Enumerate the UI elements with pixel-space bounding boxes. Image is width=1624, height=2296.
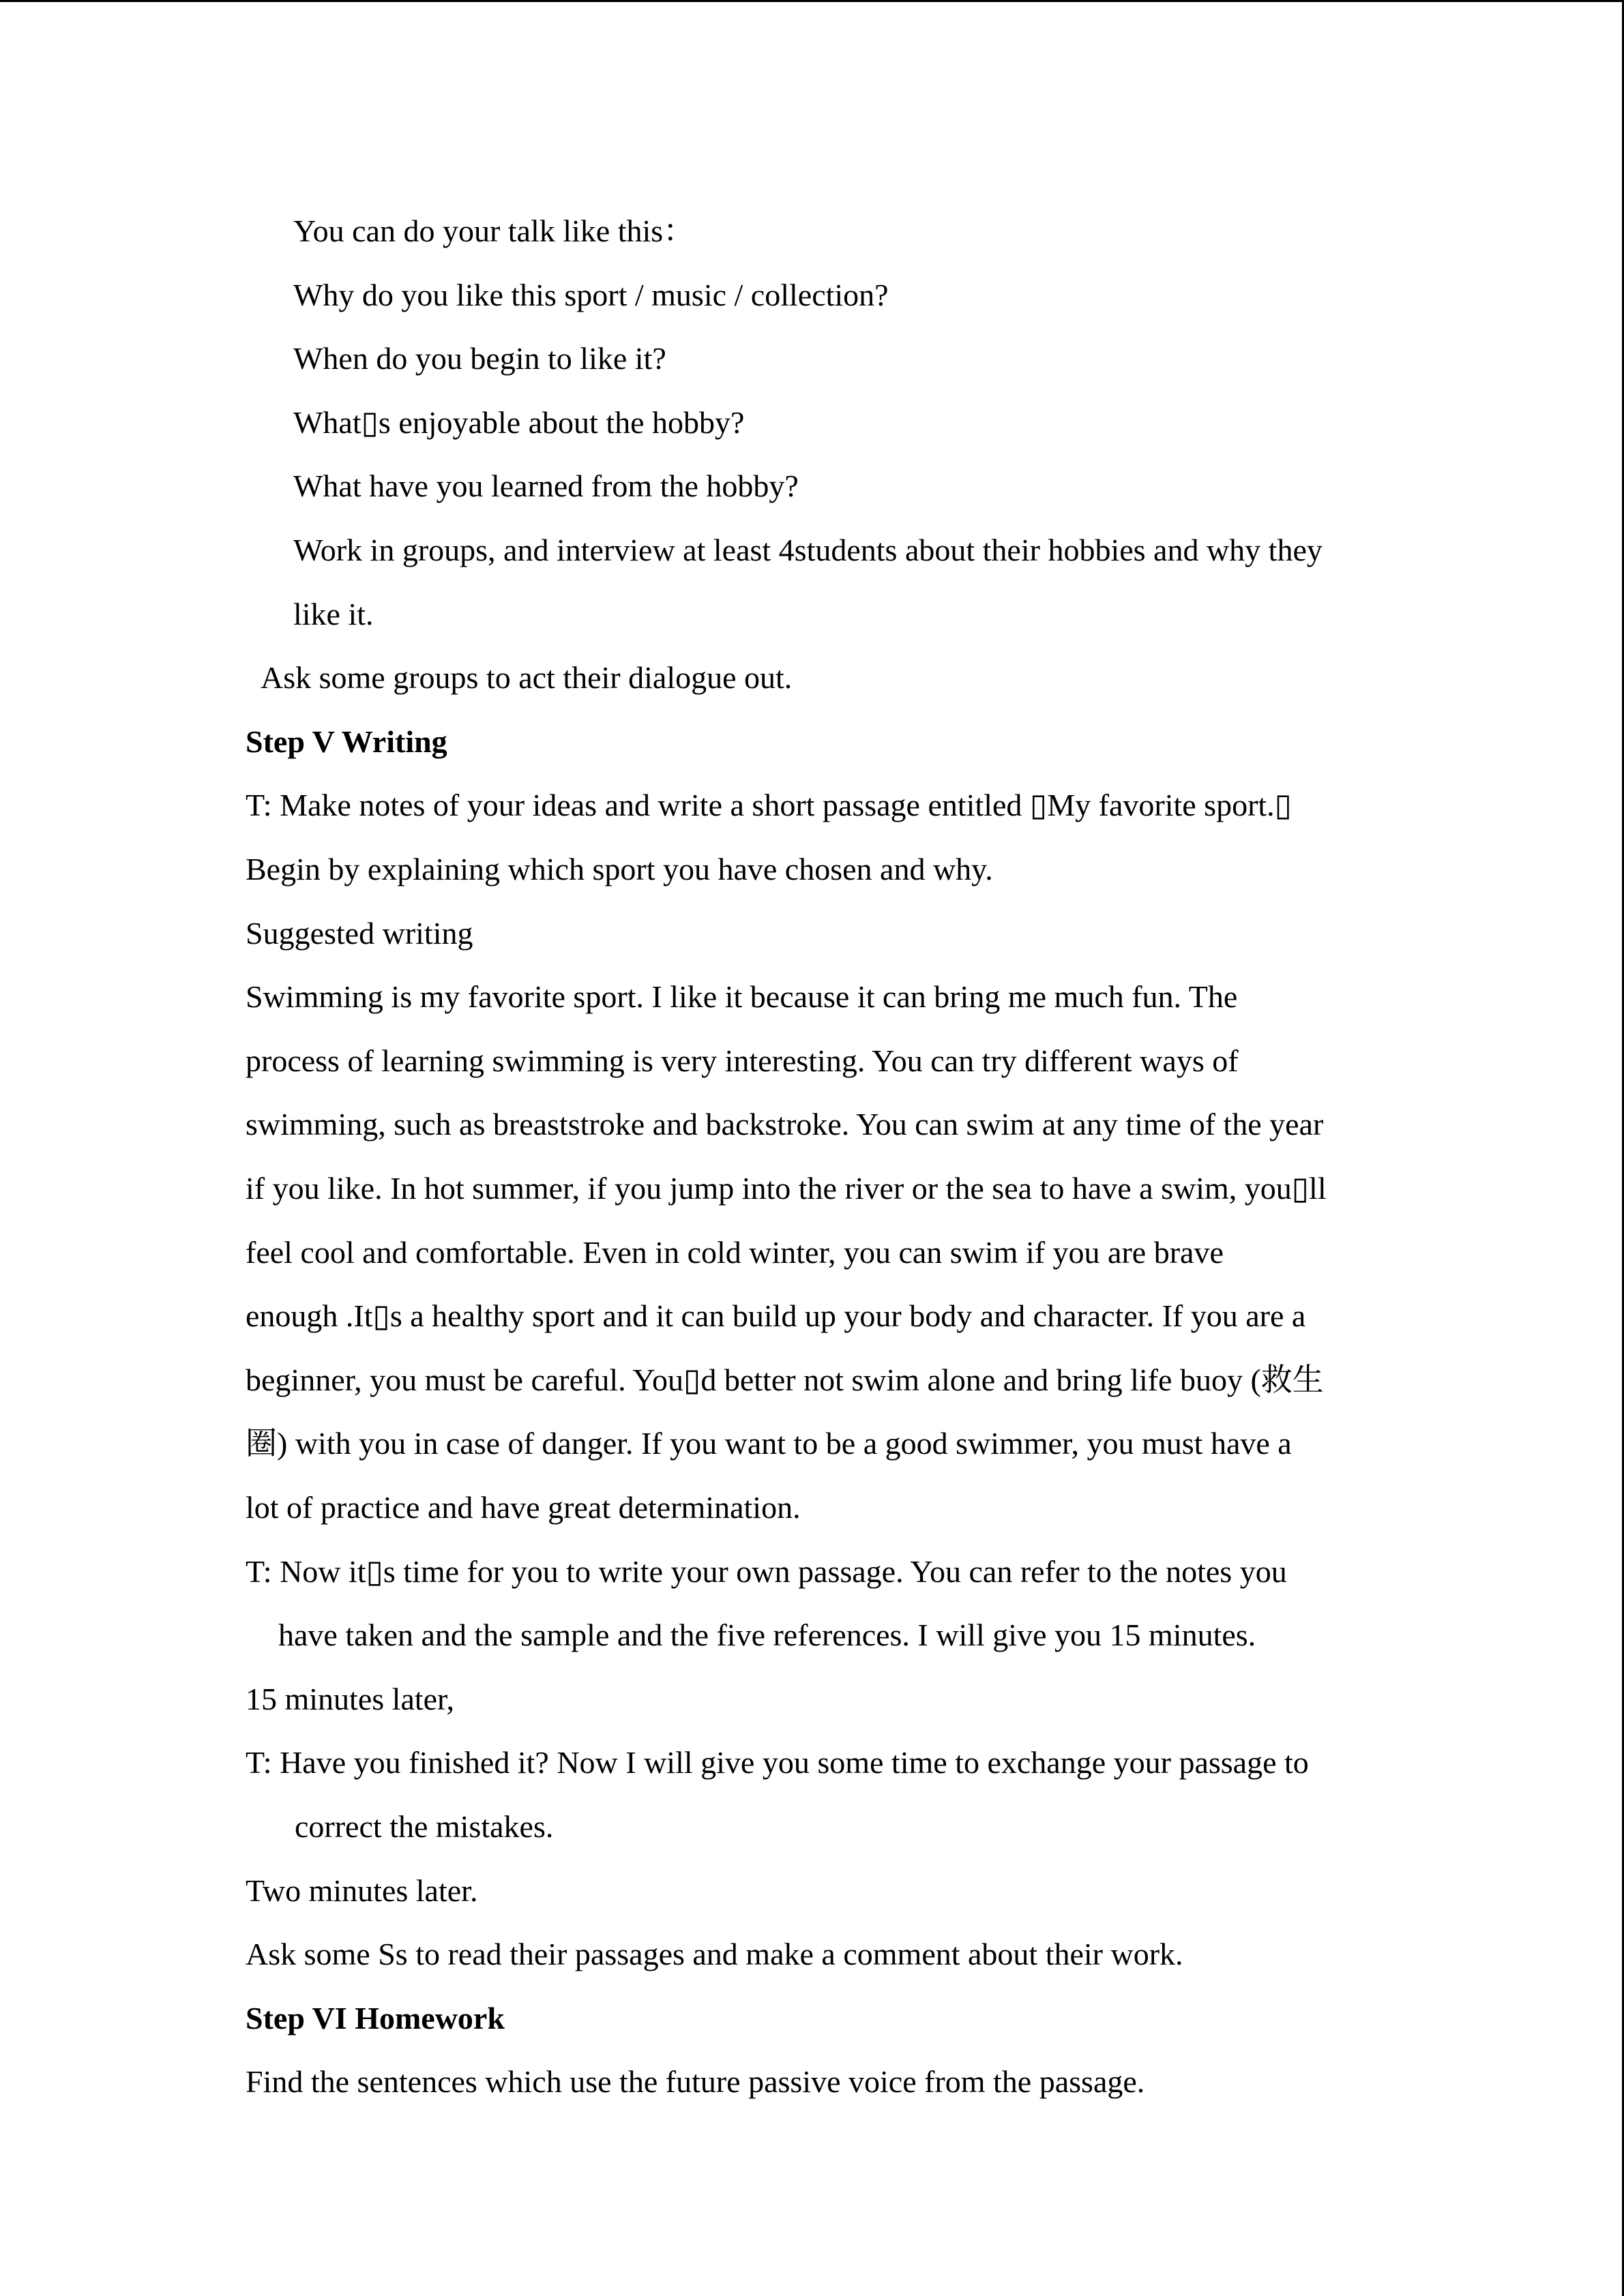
group-task-line-2: like it. <box>293 597 374 631</box>
passage-line: beginner, you must be careful. You▯d better not swim alone and bring life buoy (救生 <box>246 1362 1324 1397</box>
homework-task: Find the sentences which use the future passive voice from the passage. <box>246 2064 1145 2099</box>
group-task-line-1: Work in groups, and interview at least 4students about their hobbies and why they <box>293 533 1323 567</box>
talk-question-3: What▯s enjoyable about the hobby? <box>293 405 745 440</box>
talk-intro: You can do your talk like this： <box>293 213 695 248</box>
fifteen-minutes-later: 15 minutes later, <box>246 1682 455 1716</box>
step5-instruction-line-1: T: Make notes of your ideas and write a short passage entitled ▯My favorite sport.▯ <box>246 788 1292 822</box>
teacher-now-line-2: have taken and the sample and the five references. I will give you 15 minutes. <box>278 1617 1256 1652</box>
suggested-writing-label: Suggested writing <box>246 916 473 951</box>
talk-question-4: What have you learned from the hobby? <box>293 468 799 503</box>
talk-question-1: Why do you like this sport / music / collection? <box>293 278 889 312</box>
ask-read-instruction: Ask some Ss to read their passages and make a comment about their work. <box>246 1937 1183 1971</box>
step5-heading: Step V Writing <box>246 724 447 759</box>
passage-line: enough .It▯s a healthy sport and it can build up your body and character. If you are a <box>246 1298 1306 1333</box>
act-out-instruction: Ask some groups to act their dialogue out. <box>261 660 793 695</box>
passage-line: process of learning swimming is very interesting. You can try different ways of <box>246 1043 1239 1078</box>
passage-line: swimming, such as breaststroke and backstroke. You can swim at any time of the year <box>246 1107 1324 1142</box>
passage-line: lot of practice and have great determination. <box>246 1490 801 1525</box>
teacher-finished-line-2: correct the mistakes. <box>295 1809 554 1844</box>
passage-line: Swimming is my favorite sport. I like it because it can bring me much fun. The <box>246 979 1238 1014</box>
teacher-now-line-1: T: Now it▯s time for you to write your own passage. You can refer to the notes you <box>246 1554 1287 1589</box>
teacher-finished-line-1: T: Have you finished it? Now I will give you some time to exchange your passage to <box>246 1745 1309 1780</box>
two-minutes-later: Two minutes later. <box>246 1873 478 1908</box>
step6-heading: Step VI Homework <box>246 2001 505 2036</box>
passage-line: if you like. In hot summer, if you jump into the river or the sea to have a swim, you▯ll <box>246 1171 1327 1206</box>
passage-line: 圈) with you in case of danger. If you want to be a good swimmer, you must have a <box>246 1426 1292 1461</box>
passage-line: feel cool and comfortable. Even in cold winter, you can swim if you are brave <box>246 1235 1224 1270</box>
step5-instruction-line-2: Begin by explaining which sport you have chosen and why. <box>246 852 993 886</box>
talk-question-2: When do you begin to like it? <box>293 341 666 376</box>
